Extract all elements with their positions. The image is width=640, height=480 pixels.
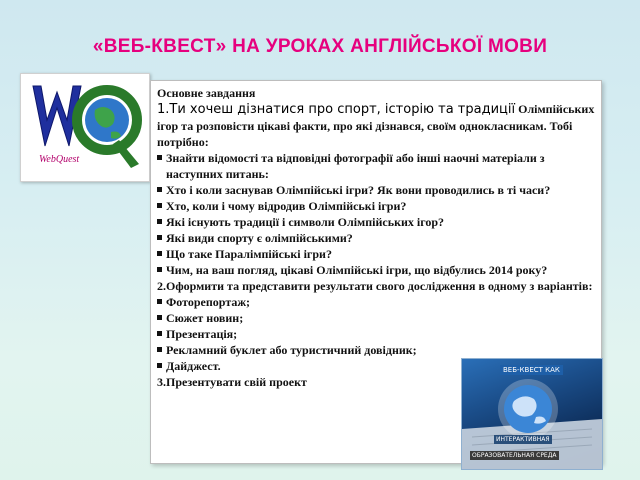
list-item: Які існують традиції і символи Олімпійських ігор? [157, 214, 597, 230]
list-item: Дайджест. [157, 358, 597, 374]
page-title: «ВЕБ-КВЕСТ» НА УРОКАХ АНГЛІЙСЬКОЇ МОВИ [92, 36, 548, 57]
task-content [157, 85, 597, 390]
list-item: Хто і коли заснував Олімпійські ігри? Як вони проводились в ті часи? [157, 182, 597, 198]
list-item: Хто, коли і чому відродив Олімпійські ігри? [157, 198, 597, 214]
illustration-top-text: ВЕБ-КВЕСТ КАК [500, 365, 563, 375]
task-intro-lead: 1.Ти хочеш дізнатися про спорт, історію та традиції [157, 102, 516, 117]
webquest-illustration [461, 358, 603, 470]
task-intro-rest: Олімпійських ігор та розповісти цікаві факти, про які дізнався, своїм однокласникам. Тобі потрібно: [157, 102, 595, 149]
list-item: Які види спорту є олімпійськими? [157, 230, 597, 246]
task-intro [157, 101, 597, 150]
illustration-mid-text: ИНТЕРАКТИВНАЯ [496, 436, 550, 443]
task-step-2: 2.Оформити та представити результати свого дослідження в одному з варіантів: [157, 279, 593, 293]
task-step-3: 3.Презентувати свій проект [157, 375, 307, 389]
webquest-label: WebQuest [39, 154, 80, 165]
list-item: Презентація; [157, 326, 597, 342]
illustration-bottom-text: ОБРАЗОВАТЕЛЬНАЯ СРЕДА [472, 452, 557, 459]
task-heading: Основне завдання [157, 86, 256, 100]
list-item: Сюжет новин; [157, 310, 597, 326]
list-item: Чим, на ваш погляд, цікаві Олімпійські ігри, що відбулись 2014 року? [157, 262, 597, 278]
webquest-logo [20, 73, 150, 182]
list-item: Рекламний буклет або туристичний довідник; [157, 342, 597, 358]
list-item: Знайти відомості та відповідні фотографії або інші наочні матеріали з наступних питань: [157, 150, 597, 182]
list-item: Фоторепортаж; [157, 294, 597, 310]
list-item: Що таке Паралімпійські ігри? [157, 246, 597, 262]
